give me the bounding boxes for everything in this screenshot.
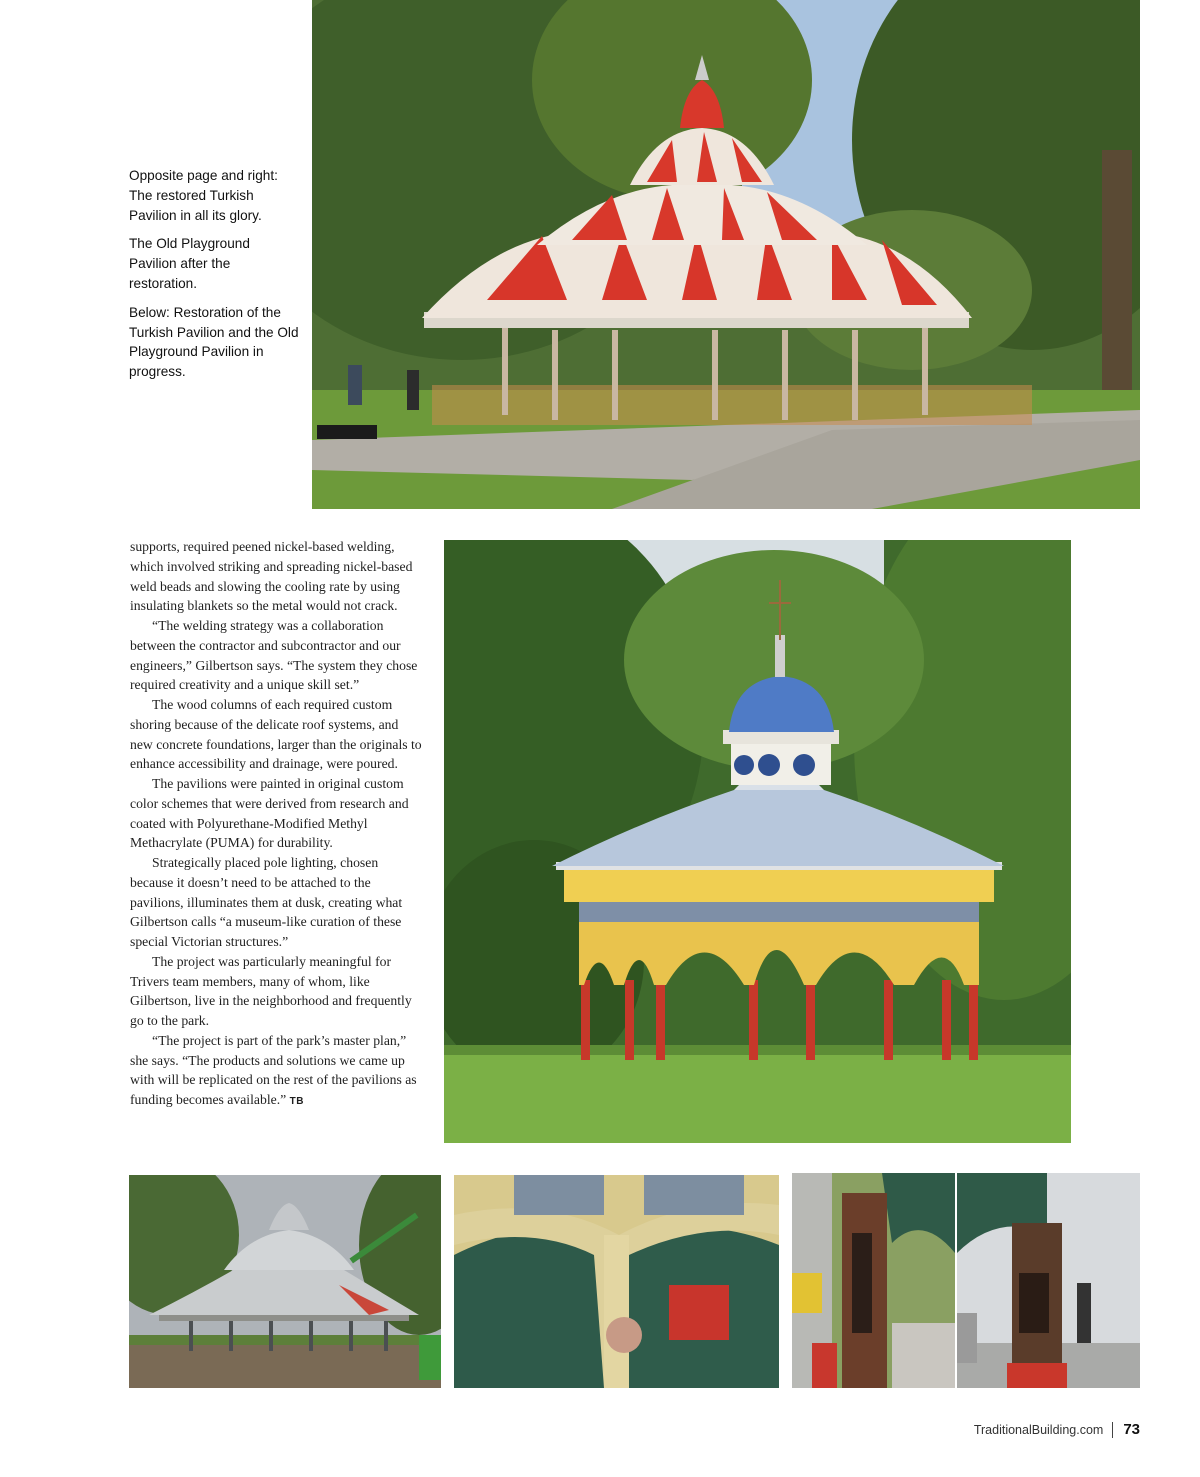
pavilion-arch-detail-photo — [454, 1175, 779, 1388]
end-mark: TB — [289, 1096, 304, 1107]
article-paragraph: supports, required peened nickel-based welding, which involved striking and spreading nickel-based weld beads and slowing the cooling rate by using insulating blankets so the metal would not crack. — [130, 539, 413, 614]
article-paragraph: The project was particularly meaningful for Trivers team members, many of whom, like Gilbertson, live in the neighborhood and frequently go to the park. — [130, 953, 412, 1028]
article-paragraph: Strategically placed pole lighting, chosen because it doesn’t need to be attached to the pavilions, illuminates them at dusk, creating what Gilbertson calls “a museum-like curation of these special Victorian structures.” — [130, 855, 403, 949]
damaged-column-photo — [792, 1173, 955, 1388]
article-paragraph: The wood columns of each required custom shoring because of the delicate roof systems, and new concrete foundations, larger than the originals to enhance accessibility and drainage, were poured. — [130, 697, 422, 772]
turkish-pavilion-restoration-photo — [129, 1175, 441, 1388]
turkish-pavilion-photo — [312, 0, 1140, 509]
column-repair-photo — [957, 1173, 1140, 1388]
article-paragraph: The pavilions were painted in original custom color schemes that were derived from research and coated with Polyurethane-Modified Methyl Methacrylate (PUMA) for durability. — [130, 776, 409, 851]
photo-caption-block — [129, 166, 299, 391]
article-paragraph-last — [130, 1031, 422, 1112]
footer-divider — [1112, 1422, 1113, 1438]
footer-site: TraditionalBuilding.com — [973, 1422, 1104, 1437]
caption-restoration-in-progress: Below: Restoration of the Turkish Pavilion and the Old Playground Pavilion in progress. — [129, 304, 299, 380]
article-paragraph: “The welding strategy was a collaboration between the contractor and subcontractor and our engineers,” Gilbertson says. “The system they chose required creativity and a unique skill set.” — [130, 618, 418, 693]
article-body — [130, 537, 422, 1112]
caption-old-playground-pavilion: The Old Playground Pavilion after the restoration. — [129, 236, 250, 291]
page-number: 73 — [1123, 1421, 1140, 1438]
article-paragraph-text: “The project is part of the park’s master plan,” she says. “The products and solutions we came up with will be replicated on the rest of the pavilions as funding becomes available.” — [130, 1032, 417, 1107]
caption-turkish-pavilion: Opposite page and right: The restored Turkish Pavilion in all its glory. — [129, 168, 278, 223]
old-playground-pavilion-photo — [444, 540, 1071, 1143]
page-footer — [974, 1421, 1140, 1438]
